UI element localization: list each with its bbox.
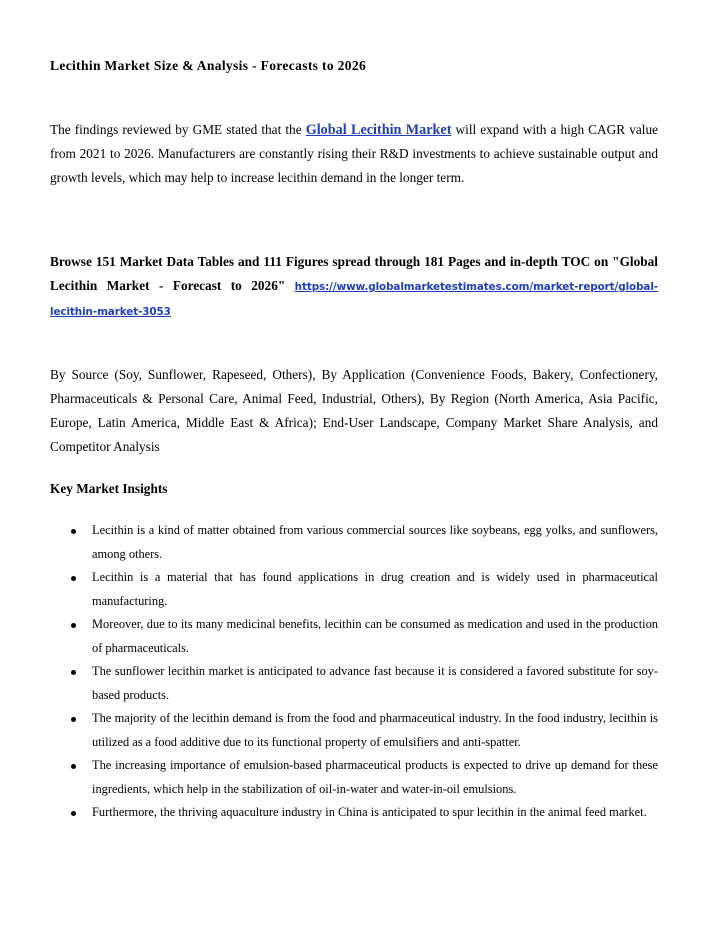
bullet-icon xyxy=(71,811,76,816)
bullet-icon xyxy=(71,576,76,581)
insight-item xyxy=(50,801,658,825)
bullet-icon xyxy=(71,764,76,769)
intro-paragraph xyxy=(50,118,658,190)
insight-text: The increasing importance of emulsion-based pharmaceutical products is expected to drive up demand for these ingredients, which help in the stabilization of oil-in-water and water-in-oil emulsions. xyxy=(92,758,658,796)
insights-list xyxy=(50,519,658,825)
intro-text-end: will expand with a high CAGR value from 2021 to 2026. Manufacturers are constantly rising their R&D investments to achieve sustainable output and growth levels, which may help to increase lecithin demand in the longer term. xyxy=(50,122,659,185)
insight-text: The sunflower lecithin market is anticipated to advance fast because it is considered a favored substitute for soy-based products. xyxy=(92,664,658,702)
report-url-line-1: https://www.globalmarketestimates.com/market- xyxy=(294,281,579,293)
bullet-icon xyxy=(71,529,76,534)
insight-text: Moreover, due to its many medicinal benefits, lecithin can be consumed as medication and used in the production of pharmaceuticals. xyxy=(92,617,658,655)
key-insights-heading: Key Market Insights xyxy=(50,481,168,496)
browse-text: Browse 151 Market Data Tables and 111 Figures spread through 181 Pages and in-depth TOC on "Global Lecithin Market - Forecast to 2026" xyxy=(50,254,658,293)
insight-item xyxy=(50,660,658,707)
segments-paragraph: By Source (Soy, Sunflower, Rapeseed, Others), By Application (Convenience Foods, Bakery, Confectionery, Pharmaceuticals & Personal Care, Animal Feed, Industrial, Others), By Region (North America, Asia Pacific, Europe, Latin America, Middle East & Africa); End-User Landscape, Company Market Share Analysis, and Competitor Analysis xyxy=(50,367,658,454)
document-title: Lecithin Market Size & Analysis - Forecasts to 2026 xyxy=(50,58,367,73)
insight-item xyxy=(50,519,658,566)
bullet-icon xyxy=(71,717,76,722)
insight-item xyxy=(50,707,658,754)
intro-text-start: The findings reviewed by GME stated that the xyxy=(50,122,306,137)
global-lecithin-market-link[interactable]: Global Lecithin Market xyxy=(305,122,452,138)
browse-paragraph xyxy=(50,250,658,324)
insight-text: Lecithin is a material that has found applications in drug creation and is widely used in pharmaceutical manufacturing. xyxy=(92,570,658,608)
report-url-line-2: report/global-lecithin-market-3053 xyxy=(50,281,658,318)
insight-item xyxy=(50,754,658,801)
bullet-icon xyxy=(71,623,76,628)
insight-item xyxy=(50,566,658,613)
insight-text: The majority of the lecithin demand is from the food and pharmaceutical industry. In the food industry, lecithin is utilized as a food additive due to its functional property of emulsifiers and anti-spatter. xyxy=(92,711,658,749)
insight-item xyxy=(50,613,658,660)
bullet-icon xyxy=(71,670,76,675)
insight-text: Lecithin is a kind of matter obtained from various commercial sources like soybeans, egg yolks, and sunflowers, among others. xyxy=(92,523,658,561)
insight-text: Furthermore, the thriving aquaculture industry in China is anticipated to spur lecithin in the animal feed market. xyxy=(92,805,647,819)
